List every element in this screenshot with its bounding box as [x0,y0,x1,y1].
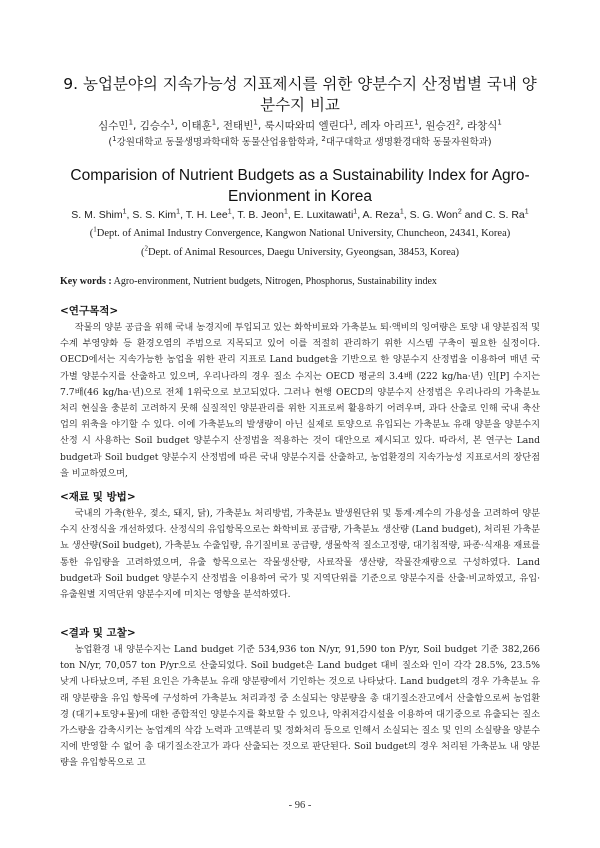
author-name: 전태빈 [222,120,254,132]
section-heading-purpose: <연구목적> [60,305,119,317]
author-name: 룩시따와띠 엘린다 [264,120,349,132]
author-affiliation-mark: 1 [399,208,404,216]
author-name: A. Reza [362,209,400,221]
author-affiliation-mark: 1 [524,208,529,216]
author-affiliation-mark: 1 [348,118,354,127]
author-affiliation-mark: 1 [128,118,134,127]
english-authors: S. M. Shim$^1$, S. S. Kim$^1$, T. H. Lee$^1$, T. B. Jeon$^1$, E. Luxitawati$^1$, A. Reza$^1$, S. G. Won$^2$ and C. S. Ra$^1$ [71,208,529,221]
section-heading-methods: <재료 및 방법> [60,491,136,503]
section-heading-results: <결과 및 고찰> [60,627,136,639]
english-affiliation-2: ($^2$Dept. of Animal Resources, Daegu University, Gyeongsan, 38453, Korea) [140,244,460,258]
author-name: S. M. Shim [71,209,123,221]
author-affiliation-mark: 2 [457,208,462,216]
author-name: T. B. Jeon [237,209,285,221]
author-affiliation-mark: 1 [211,118,217,127]
english-affiliation-1: ($^1$Dept. of Animal Industry Convergence, Kangwon National University, Chuncheon, 24341, Korea) [89,225,511,239]
author-affiliation-mark: 1 [284,208,288,216]
author-affiliation-mark: 1 [227,208,232,216]
author-affiliation-mark: 1 [176,208,181,216]
section-text-purpose: 작물의 양분 공급을 위해 국내 농경지에 투입되고 있는 화학비료와 가축분뇨 퇴·액비의 잉여량은 토양 내 양분집적 및 수계 부영양화 등 환경오염의 주범으로 지목되고 있어 이를 적절히 관리하기 위한 시스템 구축이 필요한 실정이다. OECD에서는 지속가능한 농업을 위한 관리 지표로 Land budget을 기반으로 한 양분수지 산정법을 이용하여 매년 국가별 양분수지를 산출하고 있으며, 우리나라의 경우 질소 수지는 OECD 평균의 3.4배 (222 kg/ha·년) 인[P] 수지는 7.7배(46 kg/ha·년)으로 전체 1위국으로 보고되었다. 그러나 현행 OECD의 양분수지 산정법은 우리나라의 가축분뇨 처리 현실을 충분히 고려하지 못해 실질적인 양분관리를 위한 지표로써 활용하기 어려우며, 과다 산출로 인해 국내 축산업의 위축을 야기할 수 있다. 이에 가축분뇨의 발생량이 아닌 실제로 토양으로 유입되는 가축분뇨 유래 양분을 양분수지 산정 시 사용하는 Soil budget 양분수지 산정법을 적용하는 것이 대안으로 제시되고 있다. 따라서, 본 연구는 Land budget과 Soil budget 양분수지 산정법에 따른 국내 양분수지를 산출하고, 농업환경의 지속가능성 지표로서의 장단점을 비교하였으며, [60,322,540,479]
author-name: 라창식 [466,120,498,132]
author-name: S. G. Won [409,209,458,221]
author-name: 레자 아리프 [360,120,415,132]
author-affiliation-mark: 1 [122,208,127,216]
author-name: 원승건 [425,120,456,132]
author-affiliation-mark: 1 [414,118,419,127]
english-title: Comparision of Nutrient Budgets as a Sustainability Index for Agro-Envionment in Korea [70,167,530,205]
author-affiliation-mark: 1 [497,118,502,127]
author-affiliation-mark: 1 [170,118,175,127]
keywords [60,275,540,289]
author-affiliation-mark: 1 [353,208,358,216]
author-name: 이태훈 [181,120,212,132]
korean-title: 9. 농업분야의 지속가능성 지표제시를 위한 양분수지 산정법별 국내 양분수지 비교 [63,75,537,114]
korean-authors: 심수민$^1$, 김승수$^1$, 이태훈$^1$, 전태빈$^1$, 룩시따와띠 엘린다$^1$, 레자 아리프$^1$, 원승건$^2$, 라창식$^1$ [98,118,502,132]
author-name: 심수민 [98,120,129,132]
author-name: E. Luxitawati [293,209,354,221]
page-number: - 96 - [288,800,312,811]
author-name: T. H. Lee [185,209,228,221]
author-affiliation-mark: 2 [455,118,461,127]
author-name: 김승수 [139,120,171,132]
keywords-label: Key words : [60,276,112,287]
korean-affiliations: ($^1$강원대학교 동물생명과학대학 동물산업융합학과, $^2$대구대학교 생명환경대학 동물자원학과) [108,134,492,148]
author-name: C. S. Ra [485,209,525,221]
author-affiliation-mark: 1 [253,118,258,127]
section-text-methods: 국내의 가축(한우, 젖소, 돼지, 닭), 가축분뇨 처리방법, 가축분뇨 발생원단위 및 통계·계수의 가용성을 고려하여 양분수지 산정식을 개선하였다. 산정식의 유입항목으로는 화학비료 공급량, 가축분뇨 생산량 (Land budget), 처리된 가축분뇨 생산량(Soil budget), 가축분뇨 수출입량, 유기질비료 공급량, 생물학적 질소고정량, 대기침적량, 파종·식재용 재료를 통한 유입량을 고려하였으며, 유출 항목으로는 작물생산량, 사료작물 생산량, 작물잔재량으로 구성하였다. Land budget과 Soil budget 양분수지 산정법을 이용하여 국가 및 지역단위를 기준으로 양분수지를 산출·비교하였고, 유입·유출원별 지역단위 양분수지에 미치는 영향을 분석하였다. [60,508,540,601]
keywords-text: Agro-environment, Nutrient budgets, Nitrogen, Phosphorus, Sustainability index [111,276,437,287]
section-text-results: 농업환경 내 양분수지는 Land budget 기준 534,936 ton N/yr, 91,590 ton P/yr, Soil budget 기준 382,266 ton N/yr, 70,057 ton P/yr으로 산출되었다. Soil budget은 Land budget 대비 질소와 인이 각각 28.5%, 23.5% 낮게 나타났으며, 주된 요인은 가축분뇨 유래 양분량에서 기인하는 것으로 나타났다. Land budget의 경우 가축분뇨 유래 양분량을 유입 항목에 구성하여 가축분뇨 처리과정 중 소실되는 양분량을 총 대기질소잔고에서 산출함으로써 농업환경 (대기+토양+물)에 대한 종합적인 양분수지를 확보할 수 있으나, 악취저감시설을 이용하여 대기중으로 유출되는 질소가스량을 감축시키는 농업계의 삭감 노력과 고액분리 및 정화처리 등으로 인해서 소실되는 질소 및 인의 소실량을 양분수지에 반영할 수 없어 총 대기질소잔고가 과다 산출되는 것으로 판단된다. Soil budget의 경우 처리된 가축분뇨 내 양분량을 유입항목으로 고 [60,644,540,769]
author-name: S. S. Kim [132,209,177,221]
